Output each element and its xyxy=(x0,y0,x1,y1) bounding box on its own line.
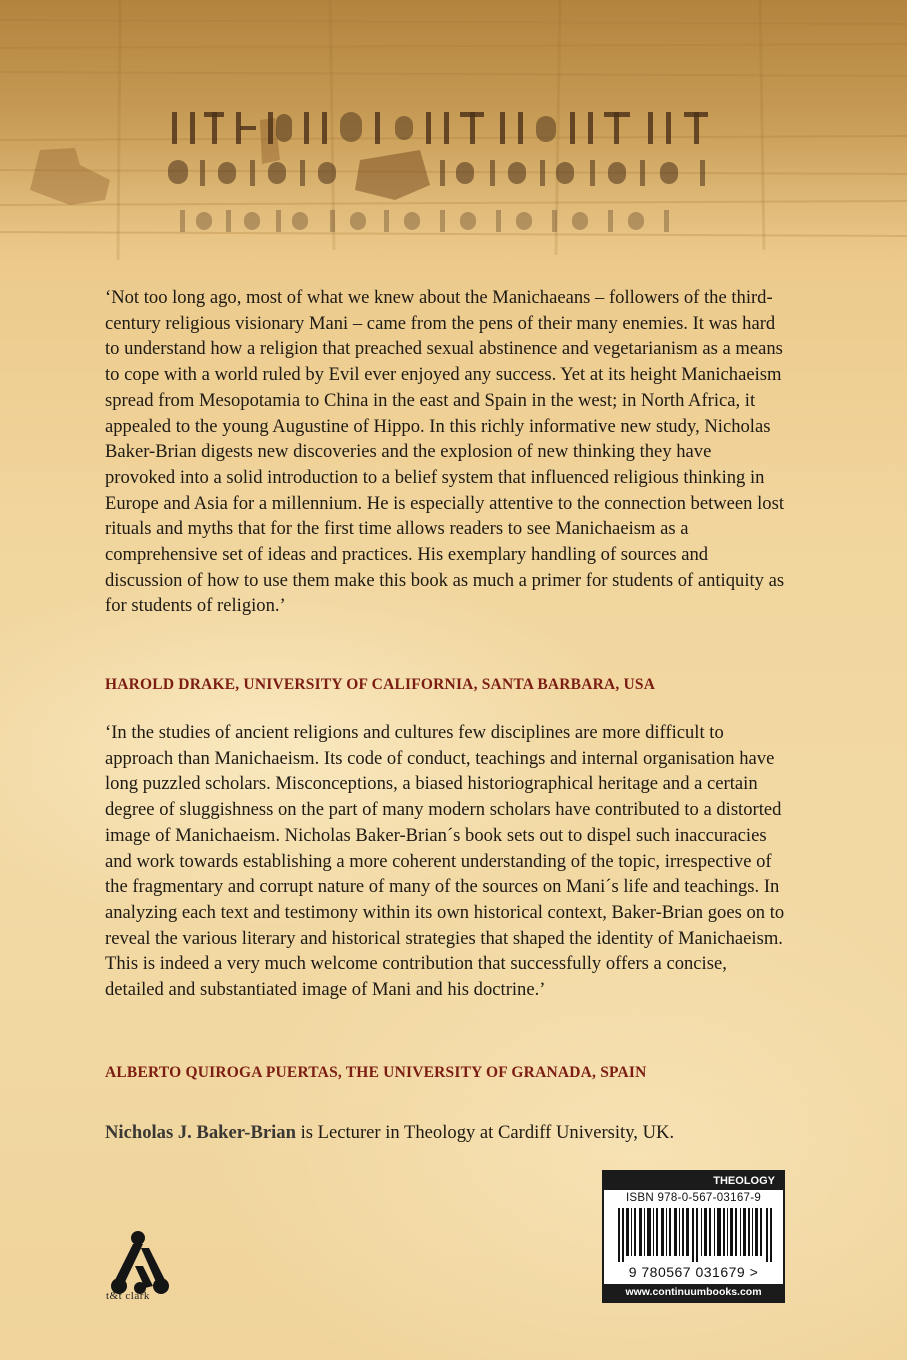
publisher-logo-text: t&t clark xyxy=(106,1290,150,1302)
isbn-barcode-block xyxy=(602,1170,785,1303)
papyrus-fragment-image xyxy=(0,0,907,280)
author-bio xyxy=(105,1122,825,1144)
attribution-alberto-quiroga-puertas: ALBERTO QUIROGA PUERTAS, THE UNIVERSITY OF GRANADA, SPAIN xyxy=(105,1064,647,1081)
barcode-digits: 9 780567 031679 > xyxy=(628,1264,759,1280)
author-name: Nicholas J. Baker-Brian xyxy=(105,1122,296,1143)
category-label: THEOLOGY xyxy=(604,1172,783,1190)
isbn-number: ISBN 978-0-567-03167-9 xyxy=(625,1192,762,1204)
barcode-icon xyxy=(616,1208,774,1262)
author-bio-text: is Lecturer in Theology at Cardiff University, UK. xyxy=(295,1122,675,1143)
publisher-website: www.continuumbooks.com xyxy=(604,1284,783,1301)
quote-alberto-quiroga-puertas: ‘In the studies of ancient religions and cultures few disciplines are more difficult to approach than Manichaeism. Its code of conduct, teachings and internal organisation have long puzzled scholars. Misconceptions, a biased historiographical heritage and a certain degree of sluggishness on the part of many modern scholars have contributed to a distorted image of Manichaeism. Nicholas Baker-Brian´s book sets out to dispel such inaccuracies and work towards establishing a more coherent understanding of the topic, irrespective of the fragmentary and corrupt nature of many of the sources on Mani´s life and teachings. In analyzing each text and testimony within its own historical context, Baker-Brian goes on to reveal the various literary and historical strategies that shaped the identity of Manichaeism. This is indeed a very much welcome contribution that successfully offers a concise, detailed and substantiated image of Mani and his doctrine.’ xyxy=(105,722,785,1001)
attribution-harold-drake: HAROLD DRAKE, UNIVERSITY OF CALIFORNIA, SANTA BARBARA, USA xyxy=(105,676,656,693)
quote-harold-drake: ‘Not too long ago, most of what we knew about the Manichaeans – followers of the third-century religious visionary Mani – came from the pens of their many enemies. It was hard to understand how a religion that preached sexual abstinence and vegetarianism as a means to cope with a world ruled by Evil ever enjoyed any success. Yet at its height Manichaeism spread from Mesopotamia to China in the east and Spain in the west; in North Africa, it appealed to the young Augustine of Hippo. In this richly informative new study, Nicholas Baker-Brian digests new discoveries and the explosion of new thinking they have provoked into a solid introduction to a belief system that influenced religious thinking in Europe and Asia for a millennium. He is especially attentive to the connection between lost rituals and myths that for the first time allows readers to see Manichaeism as a comprehensive set of ideas and practices. His exemplary handling of sources and discussion of how to use them make this book as much a primer for students of antiquity as for students of religion.’ xyxy=(105,287,785,617)
